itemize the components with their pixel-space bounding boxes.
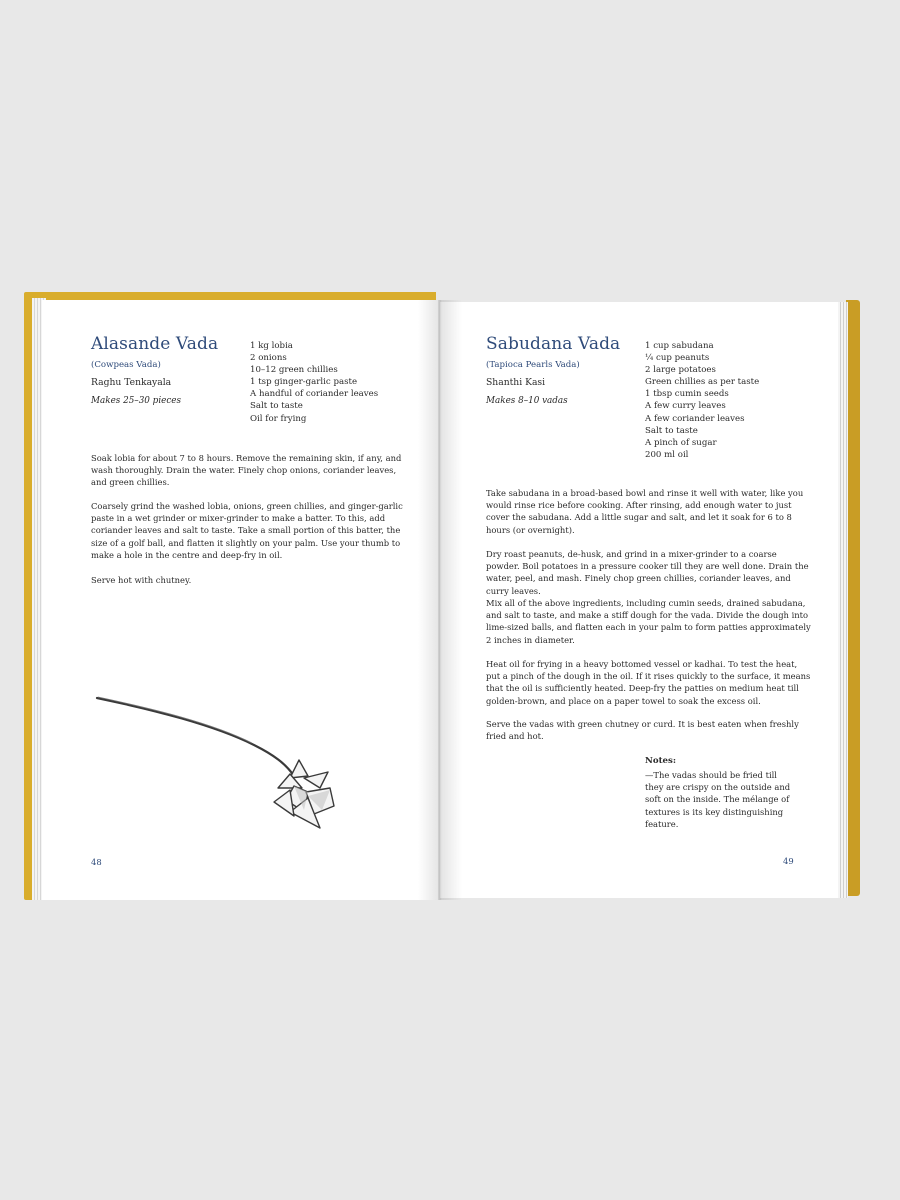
ingredient-item: Salt to taste	[250, 401, 303, 412]
method-paragraph: Coarsely grind the washed lobia, onions, green chillies, and ginger-garlic paste in a wet grinder or mixer-grinder to make a batter. To this, add coriander leaves and salt to taste. Take a small portion of this batter, the size of a golf ball, and flatten it slightly on your palm. Use your thumb to make a hole in the centre and deep-fry in oil.	[91, 501, 403, 560]
ingredient-item: A few coriander leaves	[645, 413, 745, 424]
page-number: 48	[91, 857, 102, 867]
book-cover-right	[846, 300, 860, 896]
ingredient-item: 10–12 green chillies	[250, 365, 338, 376]
recipe-yield: Makes 8–10 vadas	[486, 396, 568, 406]
ingredient-item: Oil for frying	[250, 413, 307, 424]
ingredient-item: Green chillies as per taste	[645, 377, 760, 388]
ingredient-item: 1 tsp ginger-garlic paste	[250, 377, 358, 388]
method-paragraph: Mix all of the above ingredients, including cumin seeds, drained sabudana, and salt to taste, and make a stiff dough for the vada. Divide the dough into lime-sized balls, and flatten each in your palm to form patties approximately 2 inches in diameter.	[486, 598, 811, 645]
notes-title: Notes:	[645, 756, 677, 766]
recipe-title: Sabudana Vada	[486, 334, 621, 354]
method-paragraph: Serve hot with chutney.	[91, 575, 192, 585]
recipe-yield: Makes 25–30 pieces	[91, 396, 181, 406]
ingredient-item: 1 cup sabudana	[645, 341, 714, 351]
ingredient-list	[250, 340, 378, 425]
recipe-subtitle: (Tapioca Pearls Vada)	[486, 360, 580, 370]
recipe-author: Raghu Tenkayala	[91, 377, 172, 388]
method-paragraph: Soak lobia for about 7 to 8 hours. Remove the remaining skin, if any, and wash thoroughly. Drain the water. Finely chop onions, coriander leaves, and green chillies.	[91, 453, 402, 488]
method-paragraph: Serve the vadas with green chutney or curd. It is best eaten when freshly fried and hot.	[486, 719, 799, 742]
method-paragraph: Heat oil for frying in a heavy bottomed vessel or kadhai. To test the heat, put a pinch of the dough in the oil. If it rises quickly to the surface, it means that the oil is sufficiently heated. Deep-fry the patties on medium heat till golden-brown, and place on a paper towel to soak the excess oil.	[486, 659, 811, 706]
ingredient-item: 2 large potatoes	[645, 365, 716, 376]
ingredient-item: 1 tbsp cumin seeds	[645, 389, 729, 400]
ingredient-item: 200 ml oil	[645, 449, 689, 460]
recipe-title: Alasande Vada	[91, 334, 219, 354]
page-number: 49	[783, 856, 794, 866]
ingredient-item: Salt to taste	[645, 425, 698, 436]
ingredient-item: A pinch of sugar	[645, 437, 717, 448]
recipe-author: Shanthi Kasi	[486, 377, 546, 388]
ingredient-item: ¼ cup peanuts	[645, 353, 710, 364]
ingredient-list	[645, 340, 759, 461]
flower-illustration-icon	[94, 690, 354, 840]
method-paragraph: Dry roast peanuts, de-husk, and grind in a mixer-grinder to a coarse powder. Boil potatoes in a pressure cooker till they are well done. Drain the water, peel, and mash. Finely chop green chillies, coriander leaves, and curry leaves.	[486, 549, 809, 596]
notes-text: —The vadas should be fried till they are crispy on the outside and soft on the inside. The mélange of textures is its key distinguishing feature.	[645, 770, 791, 829]
ingredient-item: A handful of coriander leaves	[250, 389, 379, 400]
ingredient-item: A few curry leaves	[645, 401, 726, 412]
recipe-subtitle: (Cowpeas Vada)	[91, 360, 161, 370]
ingredient-item: 1 kg lobia	[250, 341, 293, 351]
method-paragraph: Take sabudana in a broad-based bowl and rinse it well with water, like you would rinse rice before cooking. After rinsing, add enough water to just cover the sabudana. Add a little sugar and salt, and let it soak for 6 to 8 hours (or overnight).	[486, 488, 804, 535]
ingredient-item: 2 onions	[250, 353, 287, 364]
book-gutter	[418, 300, 462, 900]
